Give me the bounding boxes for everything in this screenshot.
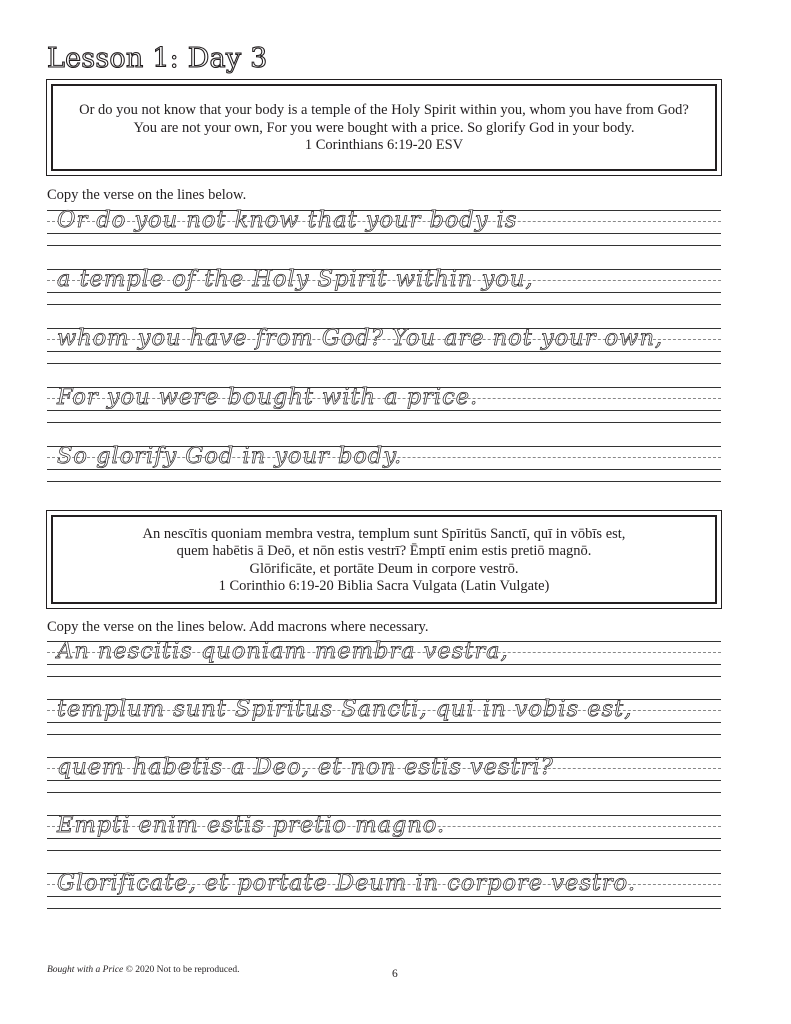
handwriting-row [47, 695, 721, 753]
descender-line [47, 908, 721, 909]
verse-reference: 1 Corinthians 6:19-20 ESV [304, 137, 464, 154]
handwriting-row [47, 811, 721, 869]
descender-line [47, 481, 721, 482]
book-title: Bought with a Price [47, 965, 124, 975]
verse-box-vulgate [46, 510, 722, 609]
baseline [47, 351, 721, 352]
baseline [47, 896, 721, 897]
handwriting-row [47, 324, 721, 383]
cursive-text: Glorificate, et portate Deum in corpore vestro. [57, 870, 636, 896]
verse-box-esv [46, 79, 722, 176]
cursive-text: whom you have from God? You are not your own, [57, 325, 664, 351]
descender-line [47, 850, 721, 851]
baseline [47, 233, 721, 234]
cursive-text: a temple of the Holy Spirit within you, [57, 266, 534, 292]
verse-line: Or do you not know that your body is a temple of the Holy Spirit within you, whom you have from God? [79, 102, 689, 119]
verse-box-vulgate-inner [51, 515, 717, 604]
descender-line [47, 676, 721, 677]
descender-line [47, 734, 721, 735]
cursive-text: templum sunt Spiritus Sancti, qui in vobis est, [57, 696, 633, 722]
cursive-text: An nescitis quoniam membra vestra, [57, 638, 509, 664]
cursive-text: So glorify God in your body. [57, 443, 403, 469]
handwriting-row [47, 869, 721, 927]
verse-line: You are not your own, For you were bought with a price. So glorify God in your body. [133, 119, 635, 136]
handwriting-row [47, 383, 721, 442]
baseline [47, 722, 721, 723]
baseline [47, 469, 721, 470]
copy-instruction: Copy the verse on the lines below. [47, 187, 247, 203]
baseline [47, 410, 721, 411]
handwriting-row [47, 637, 721, 695]
handwriting-row [47, 265, 721, 324]
descender-line [47, 792, 721, 793]
verse-line: quem habētis ā Deō, et nōn estis vestrī? Ēmptī enim estis pretiō magnō. [176, 543, 592, 559]
copy-instruction-macrons: Copy the verse on the lines below. Add macrons where necessary. [47, 619, 429, 635]
page-number: 6 [392, 968, 398, 980]
cursive-text: For you were bought with a price. [57, 384, 479, 410]
handwriting-row [47, 206, 721, 265]
copyright-notice: © 2020 Not to be reproduced. [123, 965, 240, 975]
handwriting-practice-english [47, 206, 721, 501]
cursive-text: Or do you not know that your body is [57, 207, 518, 233]
verse-line: Glōrificāte, et portāte Deum in corpore vestrō. [249, 560, 519, 577]
verse-reference: 1 Corinthio 6:19-20 Biblia Sacra Vulgata (Latin Vulgate) [218, 578, 550, 594]
descender-line [47, 363, 721, 364]
handwriting-row [47, 753, 721, 811]
baseline [47, 292, 721, 293]
descender-line [47, 304, 721, 305]
verse-box-esv-inner [51, 84, 717, 171]
page-title: Lesson 1: Day 3 [47, 43, 268, 74]
baseline [47, 664, 721, 665]
handwriting-practice-latin [47, 637, 721, 927]
baseline [47, 780, 721, 781]
descender-line [47, 245, 721, 246]
footer-copyright [47, 964, 239, 976]
descender-line [47, 422, 721, 423]
handwriting-row [47, 442, 721, 501]
baseline [47, 838, 721, 839]
cursive-text: quem habetis a Deo, et non estis vestri? [57, 754, 554, 780]
verse-line: An nescītis quoniam membra vestra, templum sunt Spīritūs Sanctī, quī in vōbīs est, [142, 525, 626, 542]
cursive-text: Empti enim estis pretio magno. [57, 812, 446, 838]
